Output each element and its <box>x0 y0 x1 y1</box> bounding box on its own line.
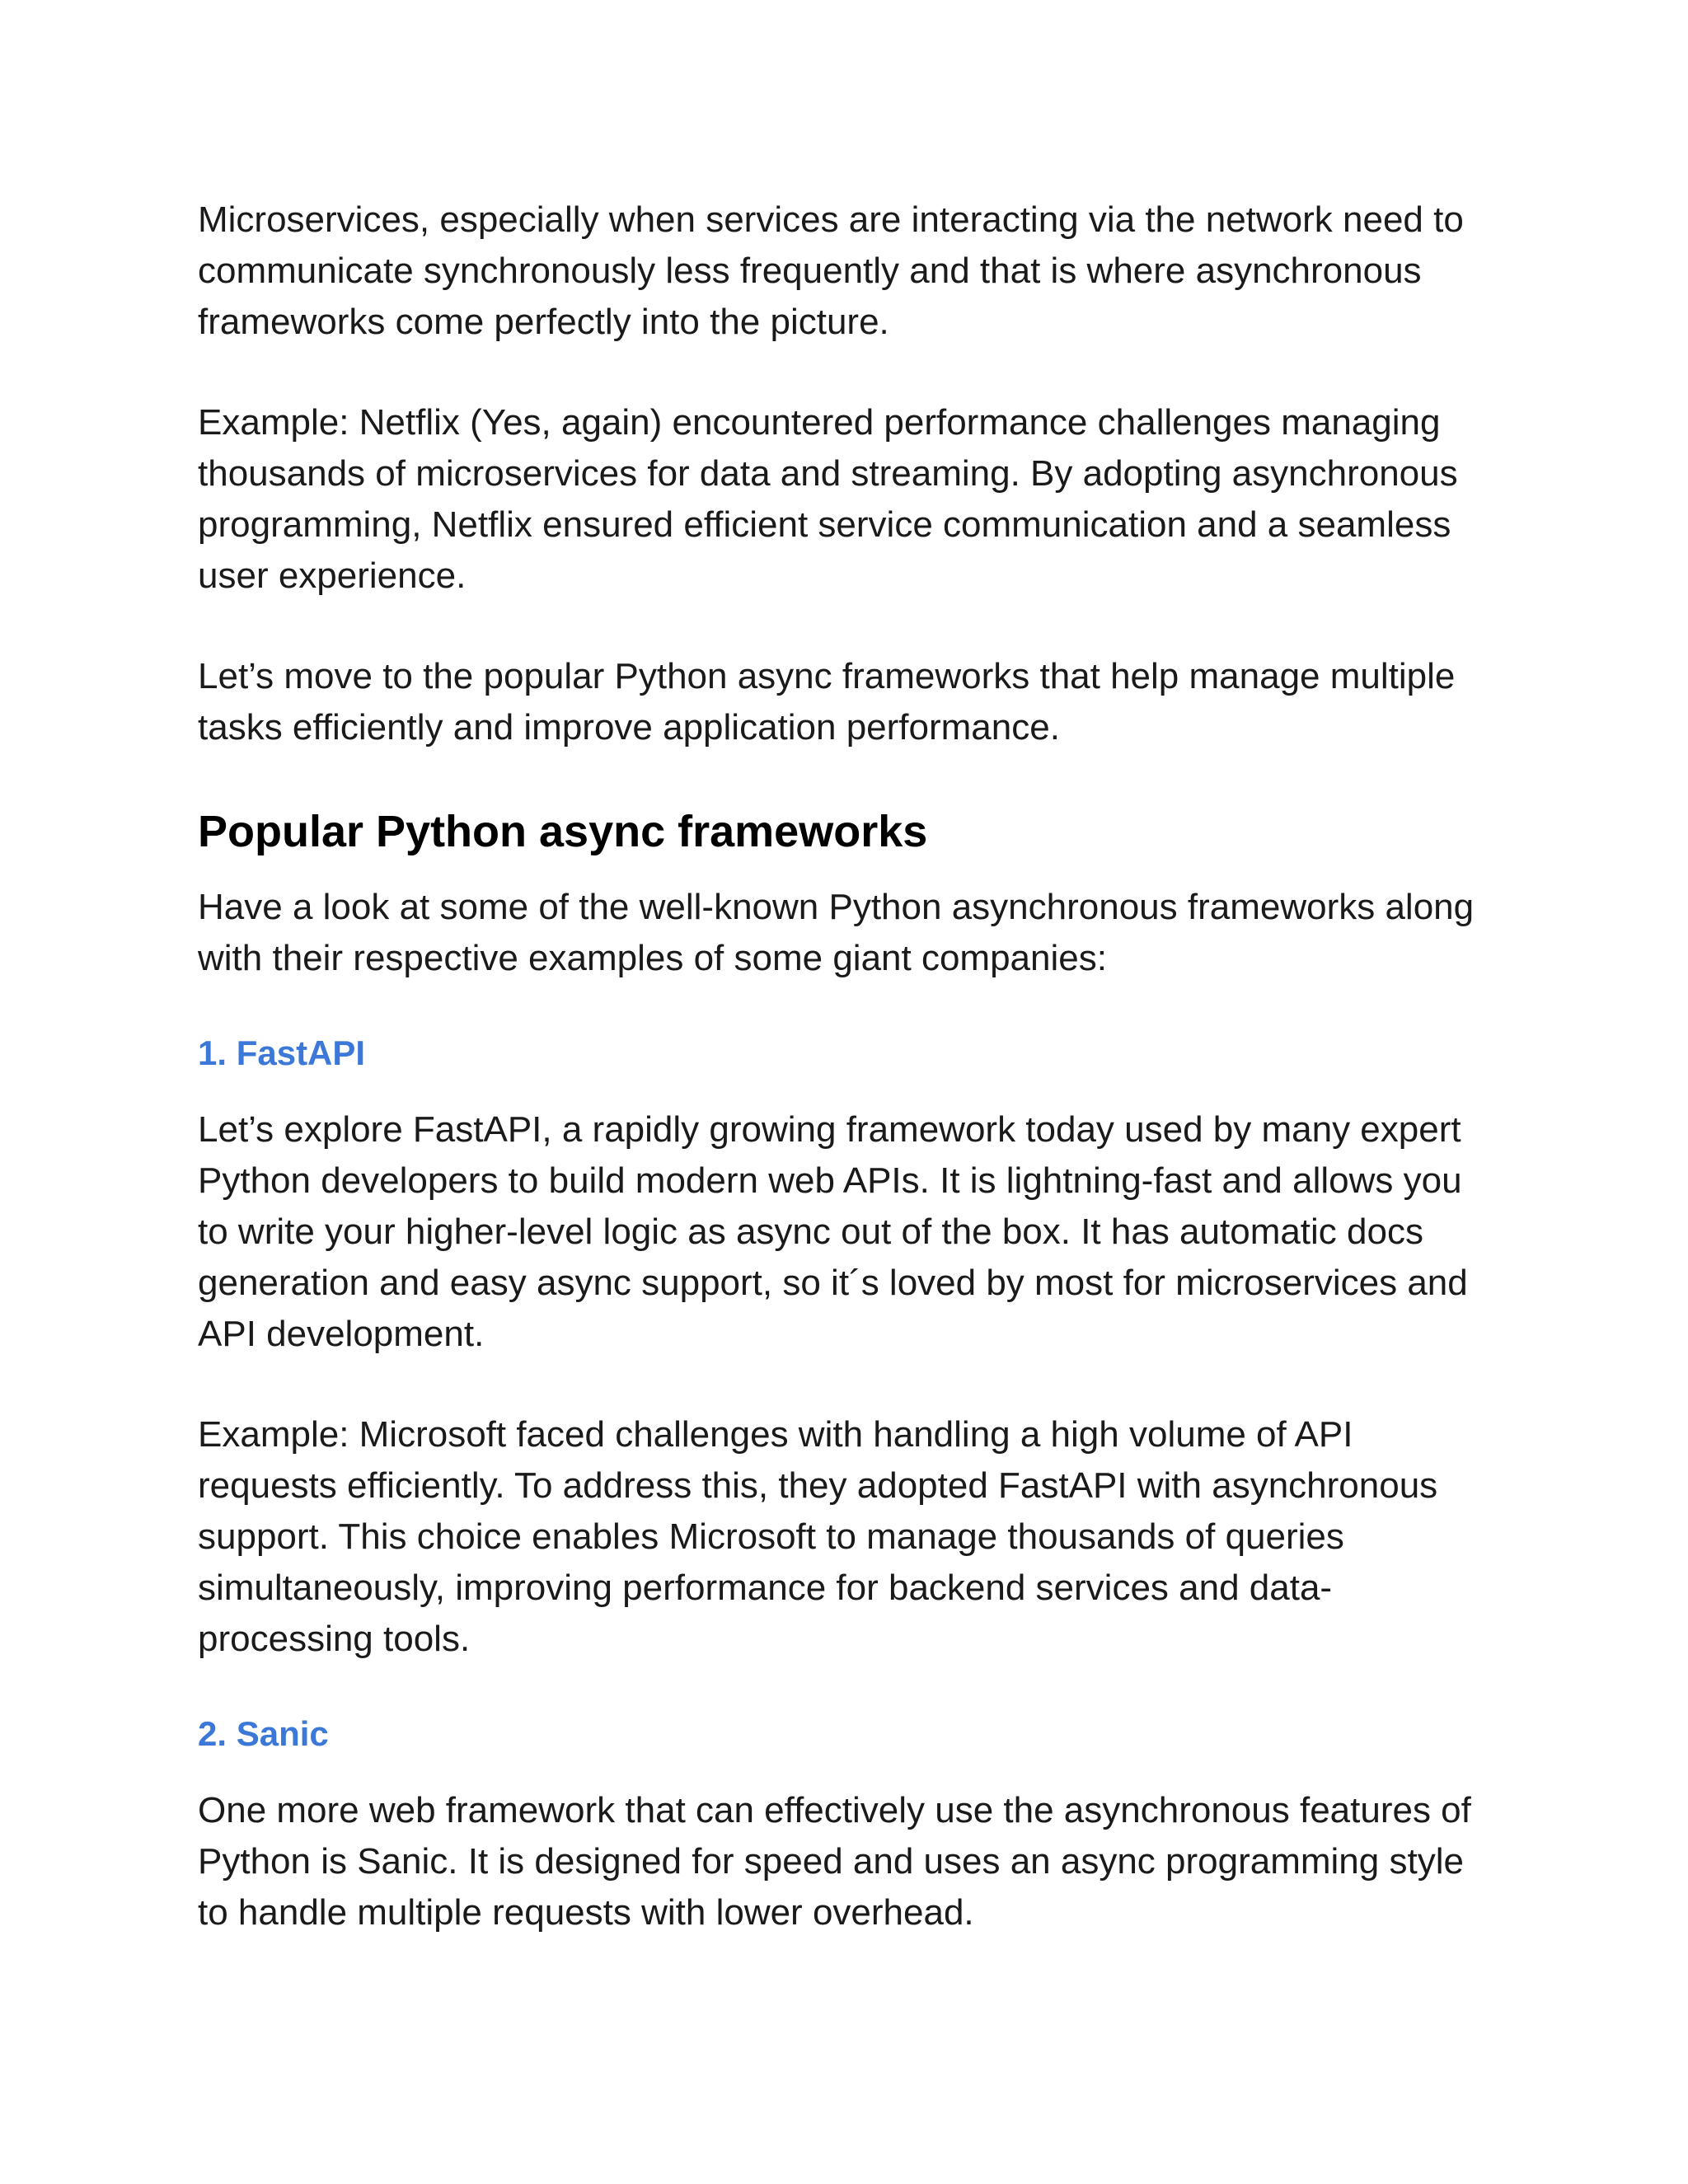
sanic-description-paragraph: One more web framework that can effectively use the asynchronous features of Python is Sanic. It is designed for speed and uses an async programming style to handle multiple requests with lower overhead. <box>198 1790 1471 1933</box>
intro-paragraph: Microservices, especially when services are interacting via the network need to communicate synchronously less frequently and that is where asynchronous frameworks come perfectly into the picture. <box>198 199 1464 342</box>
section-heading: Popular Python async frameworks <box>198 807 928 856</box>
document-body <box>198 194 1500 1938</box>
netflix-example-paragraph: Example: Netflix (Yes, again) encountered performance challenges managing thousands of microservices for data and streaming. By adopting asynchronous programming, Netflix ensured efficient service communication and a seamless user experience. <box>198 402 1458 596</box>
framework-heading-fastapi: 1. FastAPI <box>198 1033 366 1072</box>
section-intro-paragraph: Have a look at some of the well-known Python asynchronous frameworks along with their respective examples of some giant companies: <box>198 887 1475 978</box>
framework-heading-sanic: 2. Sanic <box>198 1714 329 1753</box>
transition-paragraph: Let’s move to the popular Python async frameworks that help manage multiple tasks efficiently and improve application performance. <box>198 656 1456 748</box>
fastapi-example-paragraph: Example: Microsoft faced challenges with handling a high volume of API requests efficiently. To address this, they adopted FastAPI with asynchronous support. This choice enables Microsoft to manage thousands of queries simultaneously, improving performance for backend services and data-processing tools. <box>198 1414 1438 1659</box>
fastapi-description-paragraph: Let’s explore FastAPI, a rapidly growing framework today used by many expert Python developers to build modern web APIs. It is lightning-fast and allows you to write your higher-level logic as async out of the box. It has automatic docs generation and easy async support, so it´s loved by most for microservices and API development. <box>198 1109 1468 1354</box>
